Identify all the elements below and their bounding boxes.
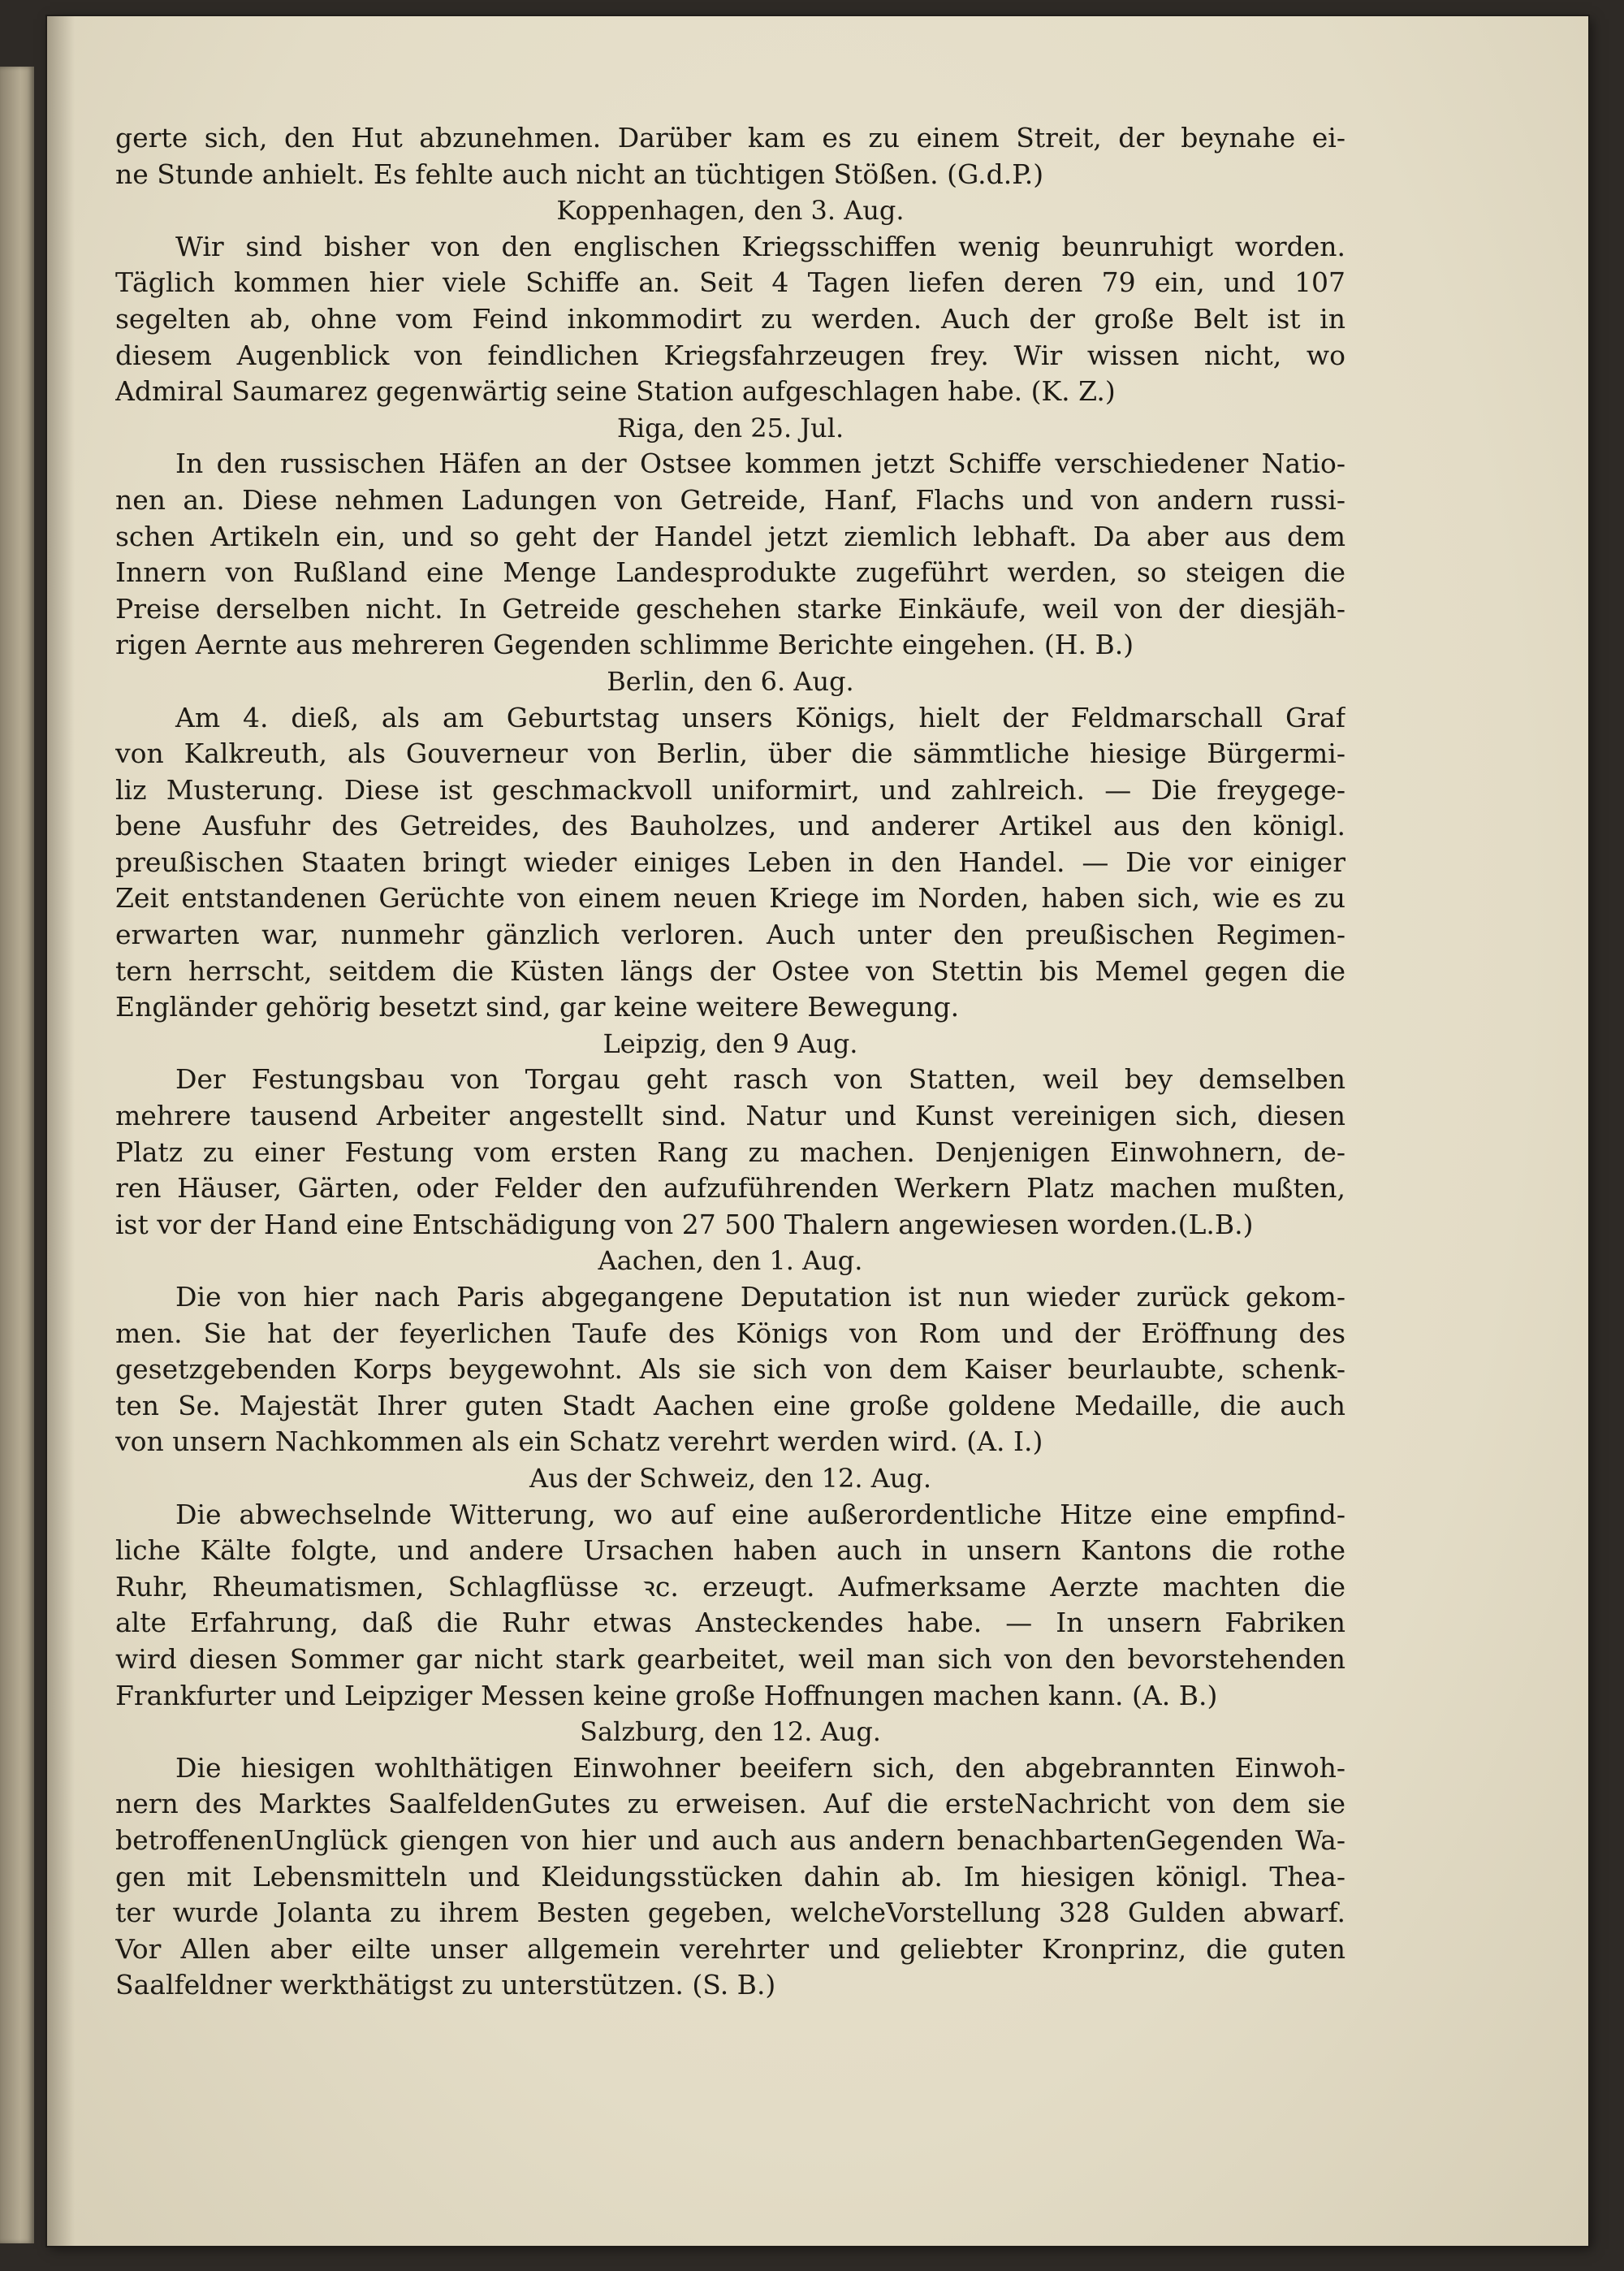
dateline-heading: Salzburg, den 12. Aug.: [580, 1716, 881, 1748]
text-line: Ruhr, Rheumatismen, Schlagflüsse ꝛc. erzeugt. Aufmerksame Aerzte machten die: [115, 1570, 1345, 1603]
text-line: wird diesen Sommer gar nicht stark gearbeitet, weil man sich von den bevorstehenden: [115, 1642, 1345, 1675]
text-line: diesem Augenblick von feindlichen Kriegsfahrzeugen frey. Wir wissen nicht, wo: [115, 339, 1345, 371]
text-line: ist vor der Hand eine Entschädigung von 27 500 Thalern angewiesen worden.(L.B.): [115, 1208, 1254, 1240]
text-line: Die hiesigen wohlthätigen Einwohner beeifern sich, den abgebrannten Einwoh-: [175, 1751, 1345, 1784]
text-line: gesetzgebenden Korps beygewohnt. Als sie sich von dem Kaiser beurlaubte, schenk-: [115, 1353, 1345, 1386]
text-line: von Kalkreuth, als Gouverneur von Berlin, über die sämmtliche hiesige Bürgermi-: [115, 738, 1345, 770]
text-line: rigen Aernte aus mehreren Gegenden schlimme Berichte eingehen. (H. B.): [115, 629, 1134, 661]
text-line: Engländer gehörig besetzt sind, gar keine weitere Bewegung.: [115, 991, 960, 1023]
dateline-heading: Leipzig, den 9 Aug.: [603, 1027, 858, 1059]
previous-page-edge: [0, 67, 34, 2243]
text-line: Die abwechselnde Witterung, wo auf eine außerordentliche Hitze eine empfind-: [175, 1498, 1345, 1530]
text-line: betroffenenUnglück giengen von hier und auch aus andern benachbartenGegenden Wa-: [115, 1823, 1345, 1856]
text-line: Innern von Rußland eine Menge Landesprodukte zugeführt werden, so steigen die: [115, 556, 1345, 589]
text-line: Saalfeldner werkthätigst zu unterstützen. (S. B.): [115, 1969, 776, 2001]
text-line: erwarten war, nunmehr gänzlich verloren. Auch unter den preußischen Regimen-: [115, 919, 1345, 951]
text-line: Admiral Saumarez gegenwärtig seine Station aufgeschlagen habe. (K. Z.): [115, 375, 1116, 408]
dateline-heading: Koppenhagen, den 3. Aug.: [556, 195, 905, 227]
text-line: von unsern Nachkommen als ein Schatz verehrt werden wird. (A. I.): [115, 1425, 1043, 1458]
text-line: gen mit Lebensmitteln und Kleidungsstücken dahin ab. Im hiesigen königl. Thea-: [115, 1860, 1345, 1892]
text-line: nern des Marktes SaalfeldenGutes zu erweisen. Auf die ersteNachricht von dem sie: [115, 1788, 1345, 1820]
dateline-heading: Aachen, den 1. Aug.: [598, 1245, 863, 1277]
text-line: segelten ab, ohne vom Feind inkommodirt zu werden. Auch der große Belt ist in: [115, 302, 1345, 335]
text-line: mehrere tausend Arbeiter angestellt sind. Natur und Kunst vereinigen sich, diesen: [115, 1100, 1345, 1132]
text-line: liche Kälte folgte, und andere Ursachen haben auch in unsern Kantons die rothe: [115, 1534, 1345, 1567]
dateline-heading: Aus der Schweiz, den 12. Aug.: [529, 1462, 932, 1494]
text-line: Wir sind bisher von den englischen Kriegsschiffen wenig beunruhigt worden.: [175, 230, 1345, 262]
text-line: Der Festungsbau von Torgau geht rasch von Statten, weil bey demselben: [175, 1063, 1345, 1096]
text-line: preußischen Staaten bringt wieder einiges Leben in den Handel. — Die vor einiger: [115, 846, 1345, 878]
text-line: nen an. Diese nehmen Ladungen von Getreide, Hanf, Flachs und von andern russi-: [115, 483, 1345, 516]
text-line: alte Erfahrung, daß die Ruhr etwas Ansteckendes habe. — In unsern Fabriken: [115, 1607, 1345, 1639]
text-line: men. Sie hat der feyerlichen Taufe des Königs von Rom und der Eröffnung des: [115, 1317, 1345, 1349]
text-line: tern herrscht, seitdem die Küsten längs der Ostee von Stettin bis Memel gegen die: [115, 954, 1345, 987]
text-line: ter wurde Jolanta zu ihrem Besten gegeben, welcheVorstellung 328 Gulden abwarf.: [115, 1897, 1345, 1929]
article-text: [115, 120, 1345, 2004]
text-line: In den russischen Häfen an der Ostsee kommen jetzt Schiffe verschiedener Natio-: [175, 448, 1345, 480]
text-line: ne Stunde anhielt. Es fehlte auch nicht an tüchtigen Stößen. (G.d.P.): [115, 158, 1044, 190]
text-line: schen Artikeln ein, und so geht der Handel jetzt ziemlich lebhaft. Da aber aus dem: [115, 520, 1345, 552]
text-line: ren Häuser, Gärten, oder Felder den aufzuführenden Werkern Platz machen mußten,: [115, 1172, 1345, 1205]
dateline-heading: Riga, den 25. Jul.: [616, 412, 844, 443]
text-line: Am 4. dieß, als am Geburtstag unsers Königs, hielt der Feldmarschall Graf: [175, 701, 1345, 733]
text-line: Frankfurter und Leipziger Messen keine große Hoffnungen machen kann. (A. B.): [115, 1679, 1218, 1711]
dateline-heading: Berlin, den 6. Aug.: [607, 665, 854, 697]
text-line: bene Ausfuhr des Getreides, des Bauholzes, und anderer Artikel aus den königl.: [115, 810, 1345, 842]
text-line: Preise derselben nicht. In Getreide geschehen starke Einkäufe, weil von der diesjäh-: [115, 592, 1345, 625]
text-line: Vor Allen aber eilte unser allgemein verehrter und geliebter Kronprinz, die guten: [115, 1932, 1345, 1965]
text-line: liz Musterung. Diese ist geschmackvoll uniformirt, und zahlreich. — Die freygege-: [115, 773, 1345, 806]
gutter-shadow: [47, 16, 75, 2246]
text-line: Zeit entstandenen Gerüchte von einem neuen Kriege im Norden, haben sich, wie es zu: [115, 882, 1345, 915]
text-line: gerte sich, den Hut abzunehmen. Darüber kam es zu einem Streit, der beynahe ei-: [115, 122, 1345, 154]
text-line: Täglich kommen hier viele Schiffe an. Seit 4 Tagen liefen deren 79 ein, und 107: [115, 266, 1345, 299]
text-line: ten Se. Majestät Ihrer guten Stadt Aachen eine große goldene Medaille, die auch: [115, 1389, 1345, 1421]
text-line: Platz zu einer Festung vom ersten Rang zu machen. Denjenigen Einwohnern, de-: [115, 1136, 1345, 1168]
text-line: Die von hier nach Paris abgegangene Deputation ist nun wieder zurück gekom-: [175, 1281, 1345, 1313]
